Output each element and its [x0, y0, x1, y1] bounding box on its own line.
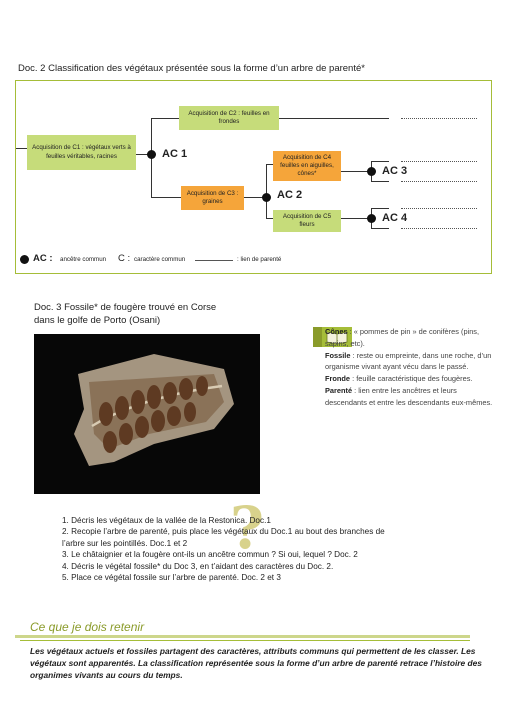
- ancestor-node-ac3: [367, 167, 376, 176]
- legend-ancestor-dot: [20, 255, 29, 264]
- questions-list: [62, 515, 385, 583]
- definition-term: Fossile: [325, 350, 351, 360]
- answer-dotted-line: [401, 208, 477, 209]
- fern-fossil-photo: [34, 334, 260, 494]
- legend-c-symbol: C :: [118, 253, 131, 264]
- question-line: 4. Décris le végétal fossile* du Doc 3, en t’aidant des caractères du Doc. 2.: [62, 561, 334, 571]
- question-line: 5. Place ce végétal fossile sur l’arbre de parenté. Doc. 2 et 3: [62, 573, 281, 583]
- glossary: [325, 326, 493, 409]
- box-acquisition-c1: Acquisition de C1 : végétaux verts à feuilles véritables, racines: [27, 135, 136, 170]
- definition-term: Fronde: [325, 374, 351, 384]
- retenir-divider-thin: [20, 640, 470, 641]
- answer-dotted-line: [401, 161, 477, 162]
- tree-line: [16, 148, 27, 149]
- legend-c-text: caractère commun: [134, 256, 186, 263]
- box-acquisition-c2: Acquisition de C2 : feuilles en frondes: [179, 106, 279, 130]
- retenir-divider: [15, 635, 470, 638]
- tree-line: [266, 164, 267, 219]
- doc3-title: [34, 301, 216, 327]
- box-acquisition-c3: Acquisition de C3 : graines: [181, 186, 244, 210]
- ac3-label: AC 3: [382, 165, 408, 177]
- ancestor-node-ac2: [262, 193, 271, 202]
- definition-item: [325, 385, 493, 409]
- tree-line: [371, 208, 389, 209]
- ac2-label: AC 2: [277, 189, 303, 201]
- question-line: l’arbre sur les pointillés. Doc.1 et 2: [62, 538, 188, 548]
- definition-text: : lien entre les ancêtres et leurs descendants et entre les descendants eux-mêmes.: [325, 385, 493, 407]
- box-acquisition-c5: Acquisition de C5 fleurs: [273, 210, 341, 232]
- doc2-title: Doc. 2 Classification des végétaux présentée sous la forme d’un arbre de parenté*: [18, 63, 365, 74]
- ac1-label: AC 1: [162, 148, 188, 160]
- retenir-text: Les végétaux actuels et fossiles partagent des caractères, attributs communs qui permettent de les classer. Les végétaux sont apparentés. La classification représentée sous la forme d’un arbre de parenté retrace l’histoire des organimes vivants au cours du temps.: [30, 646, 482, 681]
- question-line: 1. Décris les végétaux de la vallée de la Restonica. Doc.1: [62, 516, 271, 525]
- tree-line: [151, 197, 181, 198]
- tree-line: [371, 161, 389, 162]
- tree-line: [151, 118, 179, 119]
- box-acquisition-c4: Acquisition de C4 feuilles en aiguilles, cônes*: [273, 151, 341, 181]
- answer-dotted-line: [401, 181, 477, 182]
- ancestor-node-ac4: [367, 214, 376, 223]
- definition-text: : feuille caractéristique des fougères.: [350, 374, 473, 384]
- tree-line: [279, 118, 389, 119]
- legend-link-text: : lien de parenté: [237, 256, 282, 263]
- question-line: 2. Recopie l’arbre de parenté, puis place les végétaux du Doc.1 au bout des branches de: [62, 527, 385, 537]
- legend-link-line: [195, 260, 233, 261]
- answer-dotted-line: [401, 228, 477, 229]
- legend-ac-symbol: AC :: [33, 253, 53, 264]
- question-mark-decoration: ?: [230, 494, 264, 562]
- tree-line: [266, 164, 273, 165]
- tree-line: [266, 218, 273, 219]
- doc3-title-line2: dans le golfe de Porto (Osani): [34, 315, 161, 326]
- definition-term: Cônes: [325, 327, 348, 336]
- fern-fossil-image: [34, 334, 260, 494]
- book-icon: [313, 327, 322, 347]
- definition-item: [325, 326, 493, 350]
- definition-term: Parenté: [325, 385, 353, 395]
- tree-line: [371, 181, 389, 182]
- question-line: 3. Le châtaignier et la fougère ont-ils un ancêtre commun ? Si oui, lequel ? Doc. 2: [62, 550, 358, 560]
- definition-item: [325, 373, 493, 385]
- definition-item: [325, 350, 493, 374]
- ac4-label: AC 4: [382, 212, 408, 224]
- retenir-title: Ce que je dois retenir: [30, 620, 145, 634]
- ancestor-node-ac1: [147, 150, 156, 159]
- definition-text: : « pommes de pin » de conifères (pins, sapins, etc).: [325, 327, 480, 348]
- tree-line: [371, 228, 389, 229]
- answer-dotted-line: [401, 118, 477, 119]
- doc3-title-line1: Doc. 3 Fossile* de fougère trouvé en Corse: [34, 302, 217, 313]
- phylogenetic-tree-frame: [15, 80, 492, 274]
- definition-text: : reste ou empreinte, dans une roche, d’un organisme vivant ayant vécu dans le passé.: [325, 350, 492, 372]
- legend-ac-text: ancêtre commun: [60, 256, 107, 263]
